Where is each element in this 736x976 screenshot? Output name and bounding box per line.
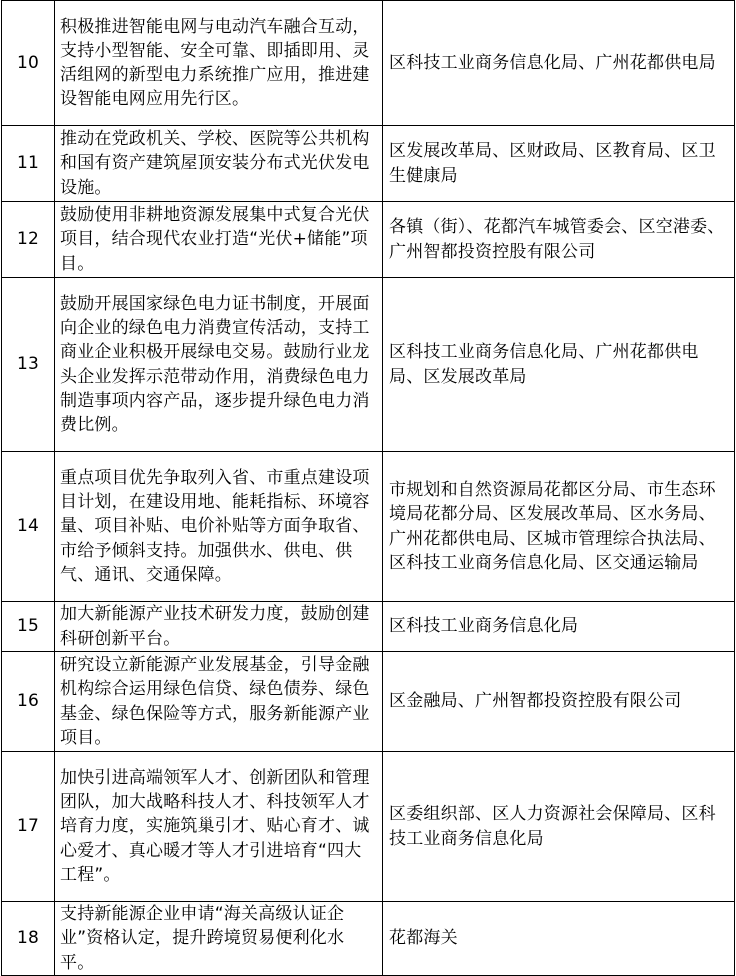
responsible-department: 各镇（街）、花都汽车城管委会、区空港委、广州智都投资控股有限公司 bbox=[383, 202, 735, 278]
row-number: 15 bbox=[2, 602, 55, 652]
row-number: 12 bbox=[2, 202, 55, 278]
task-description: 鼓励开展国家绿色电力证书制度，开展面向企业的绿色电力消费宣传活动，支持工商业企业积极开展绿电交易。鼓励行业龙头企业发挥示范带动作用，消费绿色电力制造事项内容产品，逐步提升绿色电力消费比例。 bbox=[55, 278, 383, 452]
table-row bbox=[2, 652, 735, 752]
responsible-department: 市规划和自然资源局花都区分局、市生态环境局花都分局、区发展改革局、区水务局、广州花都供电局、区城市管理综合执法局、区科技工业商务信息化局、区交通运输局 bbox=[383, 452, 735, 602]
table-row bbox=[2, 202, 735, 278]
table-row bbox=[2, 278, 735, 452]
table-row bbox=[2, 452, 735, 602]
row-number: 17 bbox=[2, 752, 55, 902]
responsible-department: 区科技工业商务信息化局、广州花都供电局、区发展改革局 bbox=[383, 278, 735, 452]
table-row bbox=[2, 602, 735, 652]
task-description: 研究设立新能源产业发展基金，引导金融机构综合运用绿色信贷、绿色债券、绿色基金、绿色保险等方式，服务新能源产业项目。 bbox=[55, 652, 383, 752]
row-number: 16 bbox=[2, 652, 55, 752]
task-description: 加快引进高端领军人才、创新团队和管理团队，加大战略科技人才、科技领军人才培育力度，实施筑巢引才、贴心育才、诚心爱才、真心暖才等人才引进培育“四大工程”。 bbox=[55, 752, 383, 902]
task-description: 加大新能源产业技术研发力度，鼓励创建科研创新平台。 bbox=[55, 602, 383, 652]
table-row bbox=[2, 1, 735, 126]
row-number: 10 bbox=[2, 1, 55, 126]
table-row bbox=[2, 902, 735, 976]
row-number: 14 bbox=[2, 452, 55, 602]
task-description: 积极推进智能电网与电动汽车融合互动，支持小型智能、安全可靠、即插即用、灵活组网的新型电力系统推广应用，推进建设智能电网应用先行区。 bbox=[55, 1, 383, 126]
row-number: 13 bbox=[2, 278, 55, 452]
responsible-department: 花都海关 bbox=[383, 902, 735, 976]
responsible-department: 区委组织部、区人力资源社会保障局、区科技工业商务信息化局 bbox=[383, 752, 735, 902]
responsible-department: 区金融局、广州智都投资控股有限公司 bbox=[383, 652, 735, 752]
task-description: 支持新能源企业申请“海关高级认证企业”资格认定，提升跨境贸易便利化水平。 bbox=[55, 902, 383, 976]
task-table bbox=[1, 0, 735, 976]
responsible-department: 区科技工业商务信息化局 bbox=[383, 602, 735, 652]
task-description: 鼓励使用非耕地资源发展集中式复合光伏项目，结合现代农业打造“光伏+储能”项目。 bbox=[55, 202, 383, 278]
row-number: 18 bbox=[2, 902, 55, 976]
table-row bbox=[2, 752, 735, 902]
row-number: 11 bbox=[2, 126, 55, 202]
table-row bbox=[2, 126, 735, 202]
responsible-department: 区科技工业商务信息化局、广州花都供电局 bbox=[383, 1, 735, 126]
task-description: 推动在党政机关、学校、医院等公共机构和国有资产建筑屋顶安装分布式光伏发电设施。 bbox=[55, 126, 383, 202]
task-description: 重点项目优先争取列入省、市重点建设项目计划，在建设用地、能耗指标、环境容量、项目补贴、电价补贴等方面争取省、市给予倾斜支持。加强供水、供电、供气、通讯、交通保障。 bbox=[55, 452, 383, 602]
responsible-department: 区发展改革局、区财政局、区教育局、区卫生健康局 bbox=[383, 126, 735, 202]
